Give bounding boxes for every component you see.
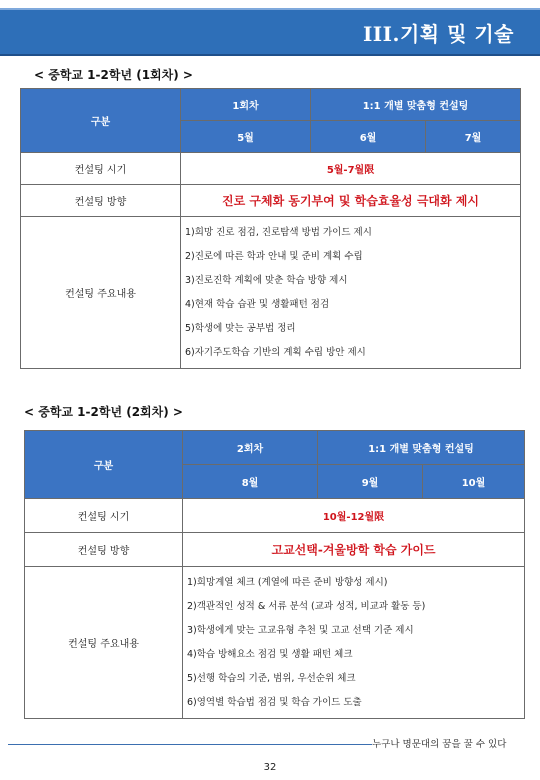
row-label-timing: 컨설팅 시기 — [25, 499, 183, 533]
section-title-2: < 중학교 1-2학년 (2회차) > — [24, 405, 183, 419]
chapter-title: III.기획 및 기술 — [362, 22, 514, 46]
header-cell-month: 5월 — [181, 121, 311, 153]
header-cell-plan: 1:1 개별 맞춤형 컨설팅 — [311, 89, 521, 121]
header-cell-month: 10월 — [423, 465, 525, 499]
consulting-table-2 — [24, 430, 525, 719]
header-cell-session: 1회차 — [181, 89, 311, 121]
list-item: 5)학생에 맞는 공부법 정리 — [185, 322, 296, 334]
list-item: 5)선행 학습의 기준, 범위, 우선순위 체크 — [187, 672, 356, 684]
page-number: 32 — [263, 762, 277, 773]
footer-divider — [8, 744, 372, 745]
header-cell-month: 8월 — [183, 465, 318, 499]
direction-value: 진로 구체화 동기부여 및 학습효율성 극대화 제시 — [181, 185, 521, 217]
list-item: 6)자기주도학습 기반의 계획 수립 방안 제시 — [185, 346, 366, 358]
header-cell-month: 7월 — [426, 121, 521, 153]
header-cell-plan: 1:1 개별 맞춤형 컨설팅 — [318, 431, 525, 465]
header-cell-category: 구분 — [25, 431, 183, 499]
list-item: 3)진로진학 계획에 맞춘 학습 방향 제시 — [185, 274, 348, 286]
header-cell-category: 구분 — [21, 89, 181, 153]
list-item: 1)희망계열 체크 (계열에 따른 준비 방향성 제시) — [187, 576, 388, 588]
list-item: 6)영역별 학습법 점검 및 학습 가이드 도출 — [187, 696, 362, 708]
list-item: 4)학습 방해요소 점검 및 생활 패턴 체크 — [187, 648, 353, 660]
row-label-timing: 컨설팅 시기 — [21, 153, 181, 185]
footer-slogan: 누구나 명문대의 꿈을 꿀 수 있다 — [372, 739, 507, 750]
timing-value: 5월-7월限 — [181, 153, 521, 185]
section-title-1: < 중학교 1-2학년 (1회차) > — [34, 68, 193, 82]
header-cell-session: 2회차 — [183, 431, 318, 465]
header-band — [0, 8, 540, 56]
header-cell-month: 9월 — [318, 465, 423, 499]
direction-value: 고교선택-겨울방학 학습 가이드 — [183, 533, 525, 567]
header-cell-month: 6월 — [311, 121, 426, 153]
row-label-content: 컨설팅 주요내용 — [25, 567, 183, 719]
list-item: 2)객관적인 성적 & 서류 분석 (교과 성적, 비교과 활동 등) — [187, 600, 426, 612]
row-label-direction: 컨설팅 방향 — [25, 533, 183, 567]
consulting-table-1 — [20, 88, 521, 369]
row-label-content: 컨설팅 주요내용 — [21, 217, 181, 369]
list-item: 2)진로에 따른 학과 안내 및 준비 계획 수립 — [185, 250, 363, 262]
list-item: 3)학생에게 맞는 고교유형 추천 및 고교 선택 기준 제시 — [187, 624, 414, 636]
timing-value: 10월-12월限 — [183, 499, 525, 533]
content-list — [183, 567, 525, 719]
list-item: 4)현재 학습 습관 및 생활패턴 점검 — [185, 298, 330, 310]
row-label-direction: 컨설팅 방향 — [21, 185, 181, 217]
list-item: 1)희망 진로 점검, 진로탐색 방법 가이드 제시 — [185, 226, 372, 238]
content-list — [181, 217, 521, 369]
